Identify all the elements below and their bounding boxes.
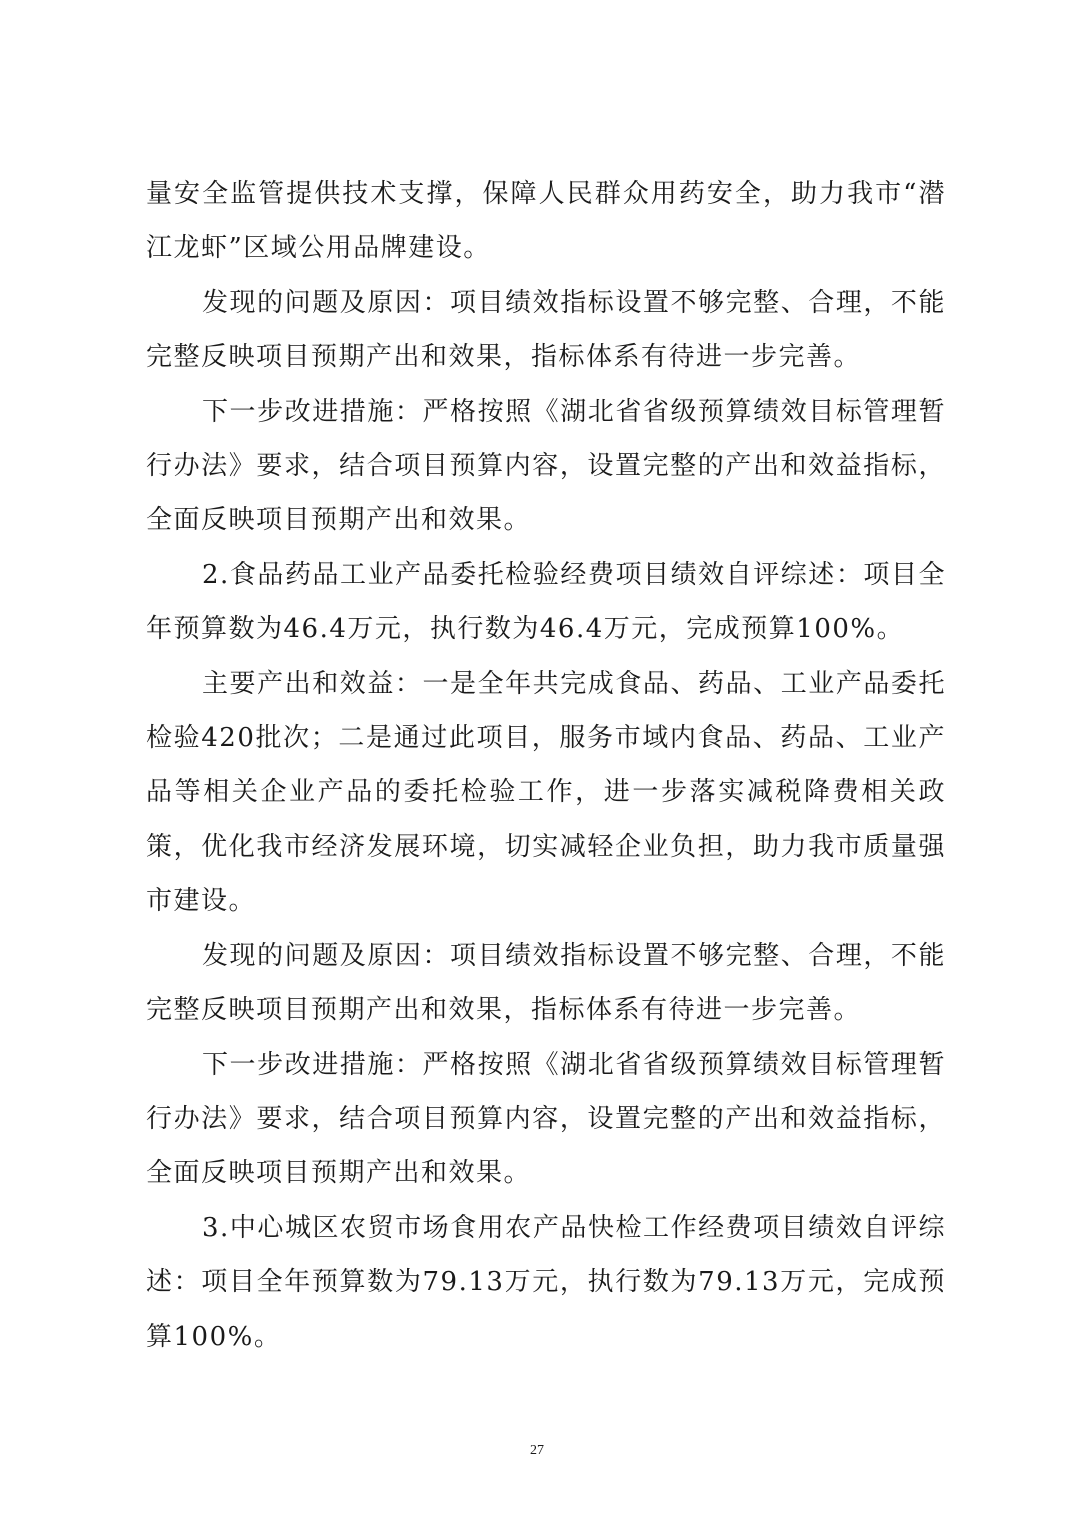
paragraph-item-2-outputs: 主要产出和效益：一是全年共完成食品、药品、工业产品委托检验420批次；二是通过此项目，服务市域内食品、药品、工业产品等相关企业产品的委托检验工作，进一步落实减税降费相关政策，优化我市经济发展环境，切实减轻企业负担，助力我市质量强市建设。 (146, 668, 946, 917)
paragraph-problems-2: 发现的问题及原因：项目绩效指标设置不够完整、合理，不能完整反映项目预期产出和效果，指标体系有待进一步完善。 (146, 940, 946, 1026)
body-text (146, 167, 946, 1364)
paragraph-improvements-2: 下一步改进措施：严格按照《湖北省省级预算绩效目标管理暂行办法》要求，结合项目预算内容，设置完整的产出和效益指标，全面反映项目预期产出和效果。 (146, 1049, 946, 1189)
page-number: 27 (530, 1443, 544, 1458)
paragraph-item-3-summary: 3.中心城区农贸市场食用农产品快检工作经费项目绩效自评综述：项目全年预算数为79.13万元，执行数为79.13万元，完成预算100%。 (146, 1212, 946, 1352)
paragraph-improvements-1: 下一步改进措施：严格按照《湖北省省级预算绩效目标管理暂行办法》要求，结合项目预算内容，设置完整的产出和效益指标，全面反映项目预期产出和效果。 (146, 396, 946, 536)
paragraph-continued: 量安全监管提供技术支撑，保障人民群众用药安全，助力我市“潜江龙虾”区域公用品牌建设。 (146, 179, 946, 264)
paragraph-item-2-summary: 2.食品药品工业产品委托检验经费项目绩效自评综述：项目全年预算数为46.4万元，执行数为46.4万元，完成预算100%。 (146, 559, 946, 645)
paragraph-problems-1: 发现的问题及原因：项目绩效指标设置不够完整、合理，不能完整反映项目预期产出和效果，指标体系有待进一步完善。 (146, 287, 946, 373)
